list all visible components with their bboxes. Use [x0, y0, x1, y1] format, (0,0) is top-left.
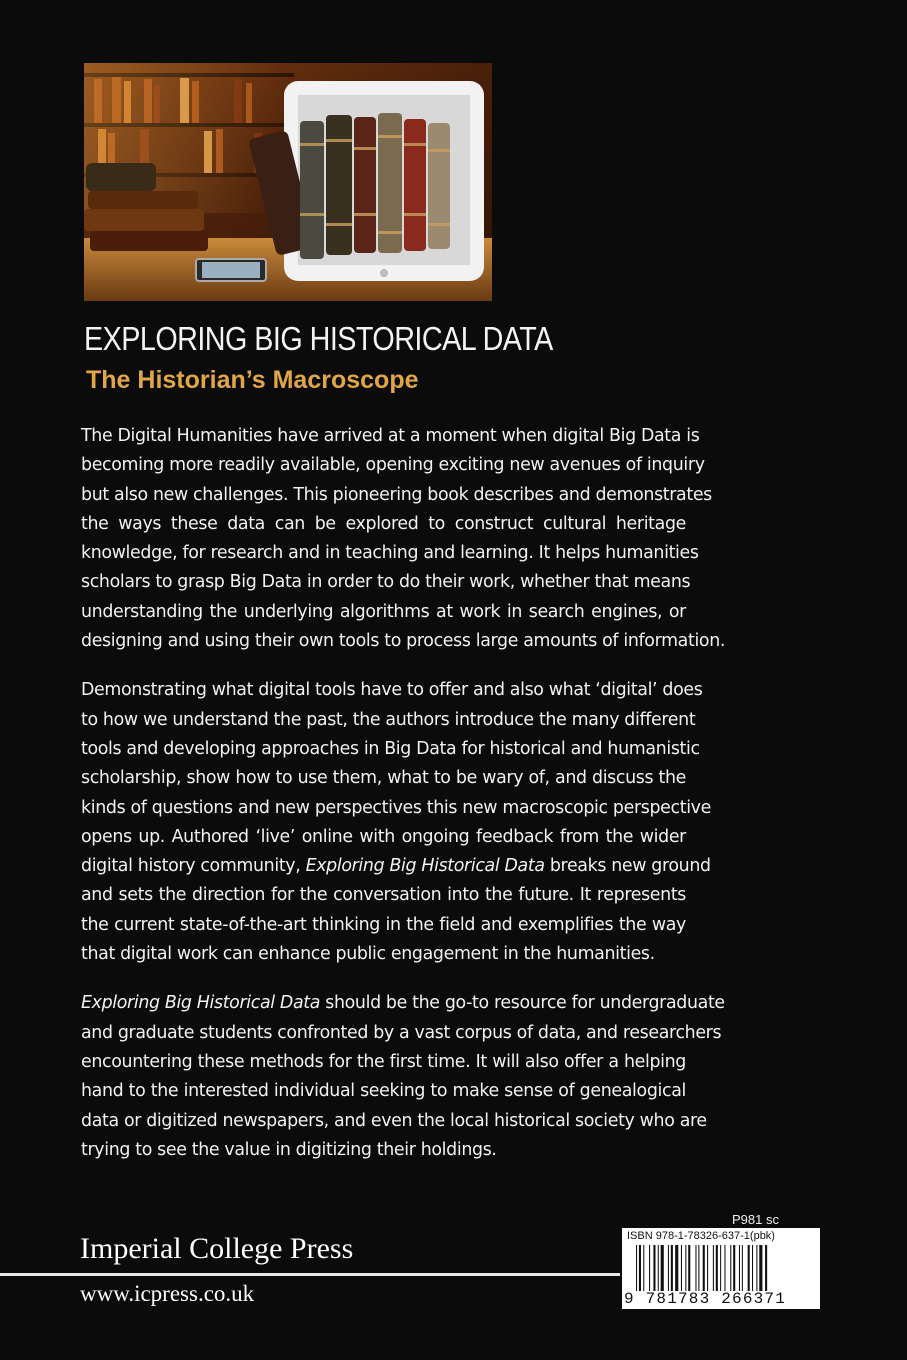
barcode-bar — [688, 1245, 690, 1291]
blurb-line: knowledge, for research and in teaching and learning. It helps humanities — [81, 543, 699, 564]
barcode-bar — [720, 1245, 721, 1291]
blurb-line: to how we understand the past, the authors introduce the many different — [81, 709, 696, 730]
price-code: P981 sc — [732, 1212, 779, 1227]
isbn-barcode — [622, 1228, 820, 1309]
isbn-label: ISBN 978-1-78326-637-1(pbk) — [627, 1230, 775, 1242]
barcode-bar — [653, 1245, 655, 1291]
barcode-bar — [756, 1245, 757, 1291]
barcode-bar — [668, 1245, 669, 1291]
blurb-text: breaks new ground — [544, 856, 711, 877]
blurb-paragraph-2 — [81, 676, 711, 969]
barcode-bar — [742, 1245, 743, 1291]
barcode-bar — [759, 1245, 762, 1291]
barcode-icon — [636, 1245, 808, 1291]
barcode-bar — [671, 1245, 673, 1291]
blurb — [81, 422, 726, 1185]
blurb-line: but also new challenges. This pioneering book describes and demonstrates — [81, 484, 712, 505]
blurb-line: designing and using their own tools to process large amounts of information. — [81, 631, 726, 652]
blurb-paragraph-3 — [81, 989, 725, 1165]
blurb-line: becoming more readily available, opening exciting new avenues of inquiry — [81, 455, 705, 476]
barcode-bar — [724, 1245, 725, 1291]
blurb-line — [81, 989, 725, 1018]
barcode-bar — [675, 1245, 678, 1291]
blurb-line: understanding the underlying algorithms at work in search engines, or — [81, 601, 686, 622]
blurb-line: the current state-of-the-art thinking in the field and exemplifies the way — [81, 914, 686, 935]
barcode-digits: 9 781783 266371 — [624, 1290, 787, 1308]
blurb-line: kinds of questions and new perspectives this new macroscopic perspective — [81, 797, 711, 818]
book-title-italic: Exploring Big Historical Data — [305, 856, 545, 877]
publisher-name: Imperial College Press — [80, 1232, 354, 1265]
blurb-line: hand to the interested individual seeking to make sense of genealogical — [81, 1081, 686, 1102]
blurb-line: trying to see the value in digitizing their holdings. — [81, 1139, 497, 1160]
book-title-italic: Exploring Big Historical Data — [81, 993, 321, 1014]
barcode-bar — [695, 1245, 696, 1291]
blurb-line: data or digitized newspapers, and even the local historical society who are — [81, 1110, 707, 1131]
barcode-bar — [636, 1245, 637, 1291]
blurb-text: should be the go-to resource for undergraduate — [320, 993, 725, 1014]
barcode-bar — [698, 1245, 699, 1291]
blurb-line: and graduate students confronted by a vast corpus of data, and researchers — [81, 1022, 722, 1043]
blurb-line: The Digital Humanities have arrived at a moment when digital Big Data is — [81, 426, 700, 446]
book-title: EXPLORING BIG HISTORICAL DATA — [84, 320, 553, 357]
barcode-bar — [639, 1245, 641, 1291]
blurb-text: digital history community, — [81, 856, 306, 877]
barcode-bar — [739, 1245, 740, 1291]
barcode-bar — [765, 1245, 767, 1291]
barcode-bar — [752, 1245, 753, 1291]
cover-image — [84, 63, 492, 301]
barcode-bar — [730, 1245, 731, 1291]
blurb-line: opens up. Authored ‘live’ online with ongoing feedback from the wider — [81, 826, 686, 847]
blurb-line: scholarship, show how to use them, what to be wary of, and discuss the — [81, 768, 686, 789]
barcode-bar — [649, 1245, 650, 1291]
barcode-bar — [748, 1245, 750, 1291]
divider — [0, 1273, 620, 1276]
library-books-tablet-image — [84, 63, 492, 301]
barcode-bar — [733, 1245, 735, 1291]
blurb-line: scholars to grasp Big Data in order to do their work, whether that means — [81, 572, 691, 593]
barcode-bar — [685, 1245, 686, 1291]
blurb-paragraph-1 — [81, 422, 726, 656]
blurb-line: encountering these methods for the first time. It will also offer a helping — [81, 1051, 686, 1072]
book-subtitle: The Historian’s Macroscope — [86, 366, 419, 394]
barcode-bar — [713, 1245, 714, 1291]
publisher-website: www.icpress.co.uk — [80, 1281, 255, 1306]
blurb-line: the ways these data can be explored to construct cultural heritage — [81, 513, 686, 534]
barcode-bar — [707, 1245, 708, 1291]
blurb-line: that digital work can enhance public engagement in the humanities. — [81, 944, 655, 965]
blurb-line: and sets the direction for the conversation into the future. It represents — [81, 885, 686, 906]
barcode-bar — [661, 1245, 664, 1291]
blurb-line: tools and developing approaches in Big Data for historical and humanistic — [81, 738, 700, 759]
blurb-line: Demonstrating what digital tools have to offer and also what ‘digital’ does — [81, 680, 703, 701]
barcode-bar — [643, 1245, 644, 1291]
blurb-line — [81, 852, 711, 881]
barcode-bar — [658, 1245, 659, 1291]
barcode-bar — [681, 1245, 682, 1291]
barcode-bar — [703, 1245, 705, 1291]
barcode-bar — [716, 1245, 718, 1291]
